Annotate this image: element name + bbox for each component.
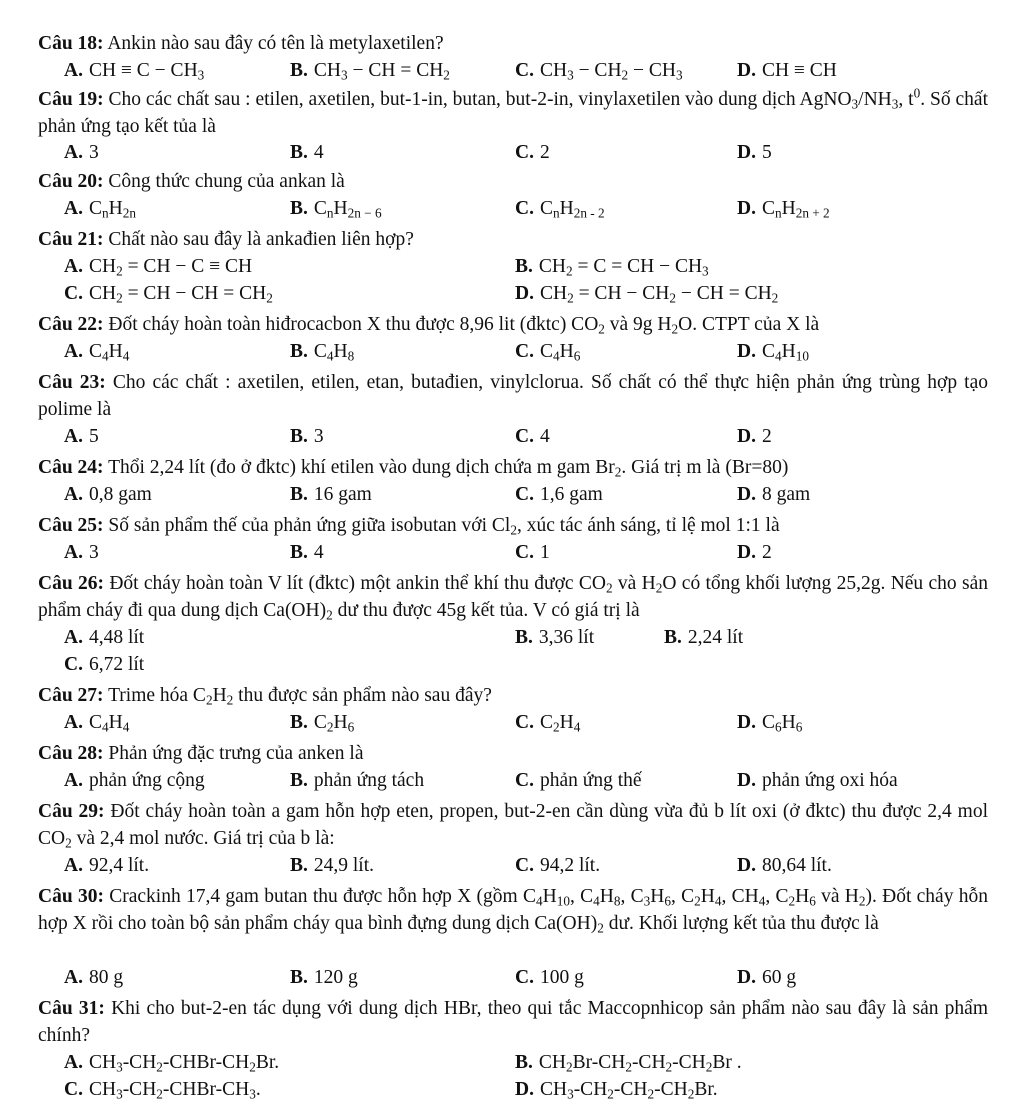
option-label: C. bbox=[515, 198, 534, 219]
option-label: C. bbox=[64, 654, 83, 675]
question-number: Câu 25: bbox=[38, 515, 104, 536]
option-text: 3 bbox=[88, 142, 99, 163]
option-text: 120 g bbox=[313, 967, 358, 988]
question-text: Khi cho but-2-en tác dụng với dung dịch HBr, theo qui tắc Maccopnhicop sản phẩm nào sau đây là sản phẩm chính? bbox=[38, 998, 989, 1046]
answer-option[interactable] bbox=[64, 539, 99, 566]
answer-option[interactable] bbox=[290, 195, 382, 222]
option-label: A. bbox=[64, 712, 83, 733]
option-text: 4 bbox=[313, 142, 324, 163]
answer-option[interactable] bbox=[64, 280, 273, 307]
option-label: B. bbox=[515, 256, 533, 277]
option-label: B. bbox=[664, 627, 682, 648]
question-stem bbox=[38, 226, 988, 253]
option-text: 4 bbox=[539, 426, 550, 447]
option-text: $C_nH_{2n - 6}$ bbox=[313, 198, 382, 221]
option-text: 8 gam bbox=[761, 484, 811, 505]
option-label: D. bbox=[737, 967, 756, 988]
answer-option[interactable] bbox=[64, 651, 144, 678]
option-text: phản ứng cộng bbox=[88, 770, 205, 791]
option-text: 24,9 lít. bbox=[313, 855, 375, 876]
option-label: B. bbox=[290, 484, 308, 505]
option-text: $CH_2 = C$ = CH − $CH_3$ bbox=[538, 256, 709, 279]
question-text: Cho các chất sau : etilen, axetilen, but-1-in, butan, but-2-in, vinylaxetilen vào dung dịch $AgNO_3/NH_3$, $t^0$. Số chất phản ứng tạo kết tủa là bbox=[38, 85, 988, 137]
question-stem bbox=[38, 883, 988, 937]
option-label: A. bbox=[64, 1052, 83, 1073]
option-label: D. bbox=[737, 426, 756, 447]
answer-option[interactable] bbox=[290, 964, 358, 991]
question-text: Cho các chất : axetilen, etilen, etan, butađien, vinylclorua. Số chất có thể thực hiện phản ứng trùng hợp tạo polime là bbox=[38, 372, 988, 420]
question-number: Câu 23: bbox=[38, 372, 106, 393]
option-label: C. bbox=[515, 341, 534, 362]
answer-option[interactable] bbox=[737, 964, 796, 991]
answer-option[interactable] bbox=[290, 481, 372, 508]
option-text: $C_6H_6$ bbox=[761, 712, 803, 735]
option-text: $CH_2$ = CH − $CH_2$ − CH = $CH_2$ bbox=[539, 283, 779, 306]
option-text: 92,4 lít. bbox=[88, 855, 150, 876]
question-stem bbox=[38, 798, 988, 852]
answer-option[interactable] bbox=[64, 709, 129, 736]
option-text: $C_2H_4$ bbox=[539, 712, 581, 735]
option-text: $C_4H_4$ bbox=[88, 341, 130, 364]
option-label: B. bbox=[290, 142, 308, 163]
question-stem bbox=[38, 311, 988, 338]
option-label: A. bbox=[64, 256, 83, 277]
question-stem bbox=[38, 369, 988, 423]
answer-option[interactable] bbox=[64, 964, 123, 991]
answer-option[interactable] bbox=[515, 139, 550, 166]
question-text: Crackinh 17,4 gam butan thu được hỗn hợp X (gồm $C_4H_{10}$, $C_4H_8$, $C_3H_6$, $C_2H_4$, $CH_4$, $C_2H_6$ và $H_2$). Đốt cháy hỗn hợp X rồi cho toàn bộ sản phẩm cháy qua bình đựng dung dịch $Ca(OH)_2$ dư. Khối lượng kết tủa thu được là bbox=[38, 886, 988, 936]
answer-option[interactable] bbox=[64, 195, 136, 222]
option-label: D. bbox=[737, 770, 756, 791]
option-text: CH ≡ CH bbox=[761, 60, 837, 81]
option-text: 80 g bbox=[88, 967, 124, 988]
option-text: phản ứng oxi hóa bbox=[761, 770, 898, 791]
answer-option[interactable] bbox=[737, 481, 810, 508]
answer-option[interactable] bbox=[515, 709, 580, 736]
option-label: C. bbox=[515, 712, 534, 733]
option-label: A. bbox=[64, 60, 83, 81]
option-label: C. bbox=[515, 542, 534, 563]
answer-option[interactable] bbox=[737, 709, 802, 736]
question-number: Câu 26: bbox=[38, 573, 104, 594]
answer-option[interactable] bbox=[64, 1076, 261, 1103]
question-number: Câu 28: bbox=[38, 743, 104, 764]
option-text: 1 bbox=[539, 542, 550, 563]
option-label: D. bbox=[515, 1079, 534, 1100]
option-text: 1,6 gam bbox=[539, 484, 603, 505]
option-text: 3,36 lít bbox=[538, 627, 595, 648]
answer-option[interactable] bbox=[290, 539, 324, 566]
option-label: A. bbox=[64, 967, 83, 988]
answer-option[interactable] bbox=[64, 481, 152, 508]
question-number: Câu 30: bbox=[38, 886, 104, 907]
option-label: B. bbox=[290, 967, 308, 988]
option-label: A. bbox=[64, 855, 83, 876]
option-text: 2 bbox=[761, 426, 772, 447]
answer-option[interactable] bbox=[64, 338, 129, 365]
answer-option[interactable] bbox=[515, 1076, 718, 1103]
answer-option[interactable] bbox=[64, 139, 99, 166]
option-text: 94,2 lít. bbox=[539, 855, 601, 876]
question-text: Số sản phẩm thế của phản ứng giữa isobutan với $Cl_2$, xúc tác ánh sáng, tỉ lệ mol 1:1 là bbox=[103, 515, 780, 538]
option-text: $CH_2$ = CH − C ≡ CH bbox=[88, 256, 253, 279]
answer-option[interactable] bbox=[515, 338, 580, 365]
option-label: D. bbox=[737, 855, 756, 876]
answer-option[interactable] bbox=[737, 423, 772, 450]
option-text: $CH_3$ − CH = $CH_2$ bbox=[313, 60, 450, 83]
question-number: Câu 24: bbox=[38, 457, 104, 478]
answer-option[interactable] bbox=[290, 338, 354, 365]
option-label: D. bbox=[515, 283, 534, 304]
answer-option[interactable] bbox=[737, 139, 772, 166]
question-stem bbox=[38, 454, 988, 481]
option-text: $C_4H_4$ bbox=[88, 712, 130, 735]
answer-option[interactable] bbox=[515, 423, 550, 450]
answer-option[interactable] bbox=[64, 57, 204, 84]
option-text: $CH_2$ = CH − CH = $CH_2$ bbox=[88, 283, 273, 306]
option-label: B. bbox=[290, 770, 308, 791]
option-label: B. bbox=[290, 712, 308, 733]
option-label: A. bbox=[64, 198, 83, 219]
answer-option[interactable] bbox=[737, 539, 772, 566]
question-stem bbox=[38, 168, 988, 195]
answer-option[interactable] bbox=[664, 624, 743, 651]
answer-option[interactable] bbox=[515, 624, 594, 651]
option-label: C. bbox=[515, 426, 534, 447]
option-text: $C_4H_{10}$ bbox=[761, 341, 809, 364]
question-stem bbox=[38, 682, 988, 709]
option-label: C. bbox=[515, 770, 534, 791]
answer-option[interactable] bbox=[64, 852, 149, 879]
answer-option[interactable] bbox=[737, 852, 832, 879]
option-label: A. bbox=[64, 426, 83, 447]
question-text: Công thức chung của ankan là bbox=[103, 171, 345, 192]
answer-option[interactable] bbox=[515, 1049, 742, 1076]
option-label: D. bbox=[737, 484, 756, 505]
option-label: C. bbox=[64, 1079, 83, 1100]
answer-option[interactable] bbox=[515, 964, 584, 991]
question-text: Phản ứng đặc trưng của anken là bbox=[103, 743, 364, 764]
option-label: B. bbox=[290, 855, 308, 876]
option-text: phản ứng tách bbox=[313, 770, 425, 791]
option-label: B. bbox=[290, 198, 308, 219]
answer-option[interactable] bbox=[515, 539, 550, 566]
answer-option[interactable] bbox=[515, 852, 600, 879]
answer-option[interactable] bbox=[64, 767, 205, 794]
option-label: C. bbox=[515, 855, 534, 876]
option-label: B. bbox=[290, 426, 308, 447]
answer-option[interactable] bbox=[64, 423, 99, 450]
option-text: $CH_3 - CH_2 - CH_3$ bbox=[539, 60, 683, 83]
answer-option[interactable] bbox=[737, 338, 809, 365]
option-text: $C_4H_6$ bbox=[539, 341, 581, 364]
option-text: 60 g bbox=[761, 967, 797, 988]
option-label: B. bbox=[515, 1052, 533, 1073]
question-number: Câu 20: bbox=[38, 171, 104, 192]
question-number: Câu 21: bbox=[38, 229, 104, 250]
option-label: D. bbox=[737, 542, 756, 563]
answer-option[interactable] bbox=[64, 624, 144, 651]
answer-option[interactable] bbox=[515, 280, 778, 307]
option-label: D. bbox=[737, 142, 756, 163]
option-text: 5 bbox=[761, 142, 772, 163]
option-label: C. bbox=[64, 283, 83, 304]
option-label: D. bbox=[737, 712, 756, 733]
answer-option[interactable] bbox=[515, 195, 605, 222]
answer-option[interactable] bbox=[515, 767, 642, 794]
question-number: Câu 22: bbox=[38, 314, 104, 335]
option-label: C. bbox=[515, 967, 534, 988]
option-text: 4,48 lít bbox=[88, 627, 145, 648]
option-text: $CH_2Br-CH_2-CH_2-CH_2Br$ . bbox=[538, 1052, 742, 1075]
option-label: A. bbox=[64, 542, 83, 563]
question-stem bbox=[38, 740, 988, 767]
question-text: Đốt cháy hoàn toàn V lít (đktc) một ankin thể khí thu được $CO_2$ và $H_2O$ có tổng khối lượng 25,2g. Nếu cho sản phẩm cháy đi qua dung dịch $Ca(OH)_2$ dư thu được 45g kết tủa. V có giá trị là bbox=[38, 573, 988, 623]
option-text: 2 bbox=[539, 142, 550, 163]
option-text: 3 bbox=[313, 426, 324, 447]
question-text: Thổi 2,24 lít (đo ở đktc) khí etilen vào dung dịch chứa m gam $Br_2$. Giá trị m là (Br=80) bbox=[103, 457, 789, 480]
question-stem bbox=[38, 86, 988, 140]
option-text: 2,24 lít bbox=[687, 627, 744, 648]
option-text: $C_nH_{2n - 2}$ bbox=[539, 198, 605, 221]
option-label: A. bbox=[64, 484, 83, 505]
answer-option[interactable] bbox=[737, 767, 898, 794]
option-label: B. bbox=[515, 627, 533, 648]
option-label: C. bbox=[515, 484, 534, 505]
answer-option[interactable] bbox=[515, 57, 683, 84]
option-label: B. bbox=[290, 341, 308, 362]
question-text: Ankin nào sau đây có tên là metylaxetilen? bbox=[103, 33, 444, 54]
option-label: A. bbox=[64, 341, 83, 362]
question-number: Câu 18: bbox=[38, 33, 104, 54]
option-text: 6,72 lít bbox=[88, 654, 145, 675]
option-text: phản ứng thế bbox=[539, 770, 642, 791]
option-text: 100 g bbox=[539, 967, 584, 988]
question-text: Đốt cháy hoàn toàn a gam hỗn hợp eten, propen, but-2-en cần dùng vừa đủ b lít oxi (ở đktc) thu được 2,4 mol $CO_2$ và 2,4 mol nước. Giá trị của b là: bbox=[38, 801, 988, 851]
answer-option[interactable] bbox=[64, 253, 252, 280]
option-label: C. bbox=[515, 60, 534, 81]
question-number: Câu 27: bbox=[38, 685, 104, 706]
option-text: CH ≡ $C - CH_3$ bbox=[88, 60, 205, 83]
answer-option[interactable] bbox=[515, 253, 709, 280]
question-text: Trime hóa $C_2H_2$ thu được sản phẩm nào sau đây? bbox=[103, 685, 492, 708]
question-text: Chất nào sau đây là ankađien liên hợp? bbox=[103, 229, 414, 250]
answer-option[interactable] bbox=[290, 57, 450, 84]
option-label: A. bbox=[64, 142, 83, 163]
option-label: B. bbox=[290, 60, 308, 81]
answer-option[interactable] bbox=[515, 481, 603, 508]
answer-option[interactable] bbox=[290, 139, 324, 166]
answer-option[interactable] bbox=[737, 195, 830, 222]
answer-option[interactable] bbox=[64, 1049, 279, 1076]
option-label: C. bbox=[515, 142, 534, 163]
option-text: $CH_3-CH_2-CHBr-CH_3$. bbox=[88, 1079, 261, 1102]
option-text: 5 bbox=[88, 426, 99, 447]
question-stem bbox=[38, 570, 988, 624]
option-label: D. bbox=[737, 60, 756, 81]
option-text: 3 bbox=[88, 542, 99, 563]
option-text: 0,8 gam bbox=[88, 484, 152, 505]
option-text: 80,64 lít. bbox=[761, 855, 832, 876]
question-stem bbox=[38, 30, 988, 57]
option-text: $C_2H_6$ bbox=[313, 712, 355, 735]
answer-option[interactable] bbox=[290, 423, 324, 450]
option-label: A. bbox=[64, 770, 83, 791]
option-text: $C_nH_{2n + 2}$ bbox=[761, 198, 830, 221]
question-stem bbox=[38, 995, 988, 1049]
question-number: Câu 29: bbox=[38, 801, 105, 822]
option-text: $C_nH_{2n}$ bbox=[88, 198, 136, 221]
option-text: 2 bbox=[761, 542, 772, 563]
option-text: $C_4H_8$ bbox=[313, 341, 355, 364]
question-number: Câu 19: bbox=[38, 89, 104, 110]
answer-option[interactable] bbox=[737, 57, 837, 84]
option-label: A. bbox=[64, 627, 83, 648]
option-text: $CH_3-CH_2-CH_2-CH_2Br$. bbox=[539, 1079, 718, 1102]
option-label: B. bbox=[290, 542, 308, 563]
option-text: 4 bbox=[313, 542, 324, 563]
option-text: $CH_3-CH_2-CHBr-CH_2Br$. bbox=[88, 1052, 280, 1075]
question-number: Câu 31: bbox=[38, 998, 105, 1019]
answer-option[interactable] bbox=[290, 709, 354, 736]
question-text: Đốt cháy hoàn toàn hiđrocacbon X thu được 8,96 lit (đktc) $CO_2$ và 9g $H_2O$. CTPT của X là bbox=[103, 314, 820, 337]
option-label: D. bbox=[737, 341, 756, 362]
answer-option[interactable] bbox=[290, 852, 374, 879]
option-text: 16 gam bbox=[313, 484, 372, 505]
question-stem bbox=[38, 512, 988, 539]
option-label: D. bbox=[737, 198, 756, 219]
answer-option[interactable] bbox=[290, 767, 424, 794]
